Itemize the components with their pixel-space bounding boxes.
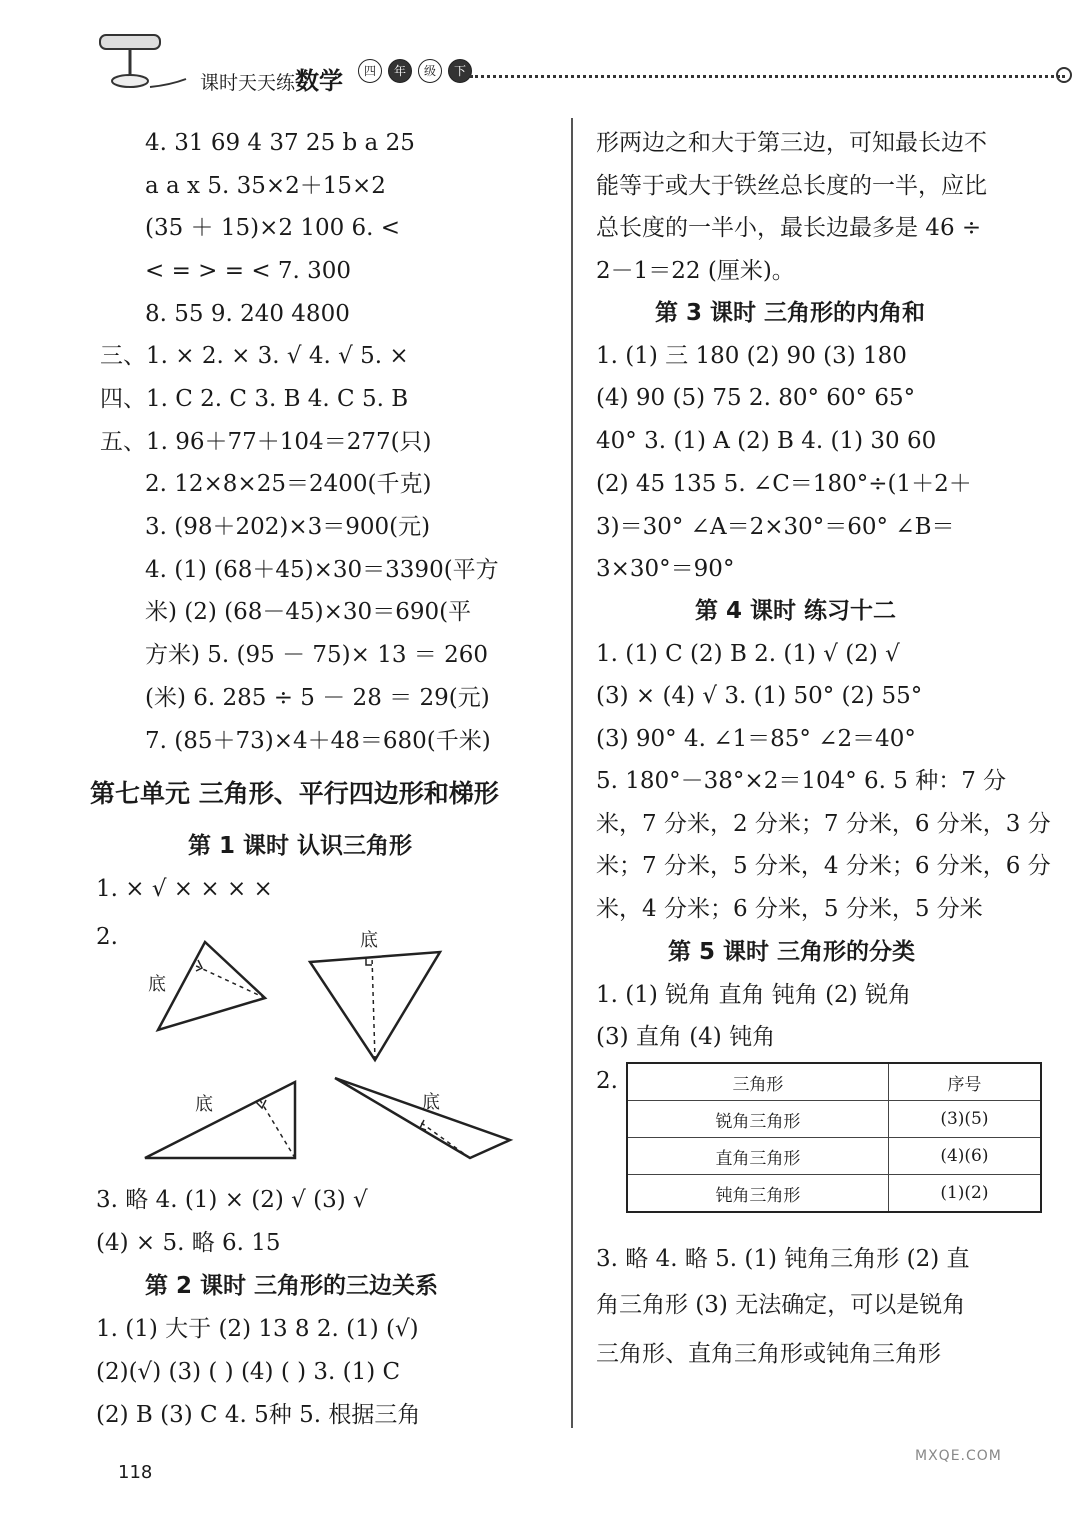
answer-line: 米；7 分米，5 分米，4 分米；6 分米，6 分 xyxy=(596,853,1051,879)
table-row xyxy=(627,1138,1041,1175)
answer-line: (4) × 5. 略 6. 15 xyxy=(96,1230,281,1256)
triangle-classification-table xyxy=(626,1062,1042,1213)
lesson-title: 第 1 课时 认识三角形 xyxy=(188,833,413,859)
table-cell: 钝角三角形 xyxy=(627,1175,888,1213)
answer-line: (米) 6. 285 ÷ 5 － 28 ＝ 29(元) xyxy=(145,685,490,711)
table-header: 序号 xyxy=(888,1063,1041,1101)
answer-line: (2)(√) (3) ( ) (4) ( ) 3. (1) C xyxy=(96,1359,401,1385)
answer-line: 方米) 5. (95 － 75)× 13 ＝ 260 xyxy=(145,642,489,668)
answer-line: 1. (1) 三 180 (2) 90 (3) 180 xyxy=(596,343,907,369)
answer-line: (4) 90 (5) 75 2. 80° 60° 65° xyxy=(596,385,916,411)
answer-line: 形两边之和大于第三边，可知最长边不 xyxy=(596,130,987,156)
answer-line: 7. (85＋73)×4＋48＝680(千米) xyxy=(145,728,491,754)
answer-line: a a x 5. 35×2＋15×2 xyxy=(145,173,386,199)
table-row xyxy=(627,1175,1041,1213)
answer-line: 3. (98＋202)×3＝900(元) xyxy=(145,514,431,540)
watermark: MXQE.COM xyxy=(915,1448,1002,1464)
table-cell: 直角三角形 xyxy=(627,1138,888,1175)
lesson-title: 第 4 课时 练习十二 xyxy=(695,598,897,624)
answer-line: 2－1＝22 (厘米)。 xyxy=(596,258,795,284)
lesson-title: 第 5 课时 三角形的分类 xyxy=(668,939,916,965)
answer-line: 40° 3. (1) A (2) B 4. (1) 30 60 xyxy=(596,428,937,454)
header-end-circle xyxy=(1056,67,1072,83)
table-header-row xyxy=(627,1063,1041,1101)
page-header xyxy=(90,25,1070,105)
base-label: 底 xyxy=(360,930,378,951)
answer-line: 8. 55 9. 240 4800 xyxy=(145,301,350,327)
answer-line: 总长度的一半小，最长边最多是 46 ÷ xyxy=(596,215,982,241)
badge: 级 xyxy=(418,59,442,83)
header-dotted-rule xyxy=(470,75,1065,78)
answer-line: 三角形、直角三角形或钝角三角形 xyxy=(596,1341,941,1367)
answer-line: (2) B (3) C 4. 5种 5. 根据三角 xyxy=(96,1402,421,1428)
answer-line: 能等于或大于铁丝总长度的一半，应比 xyxy=(596,173,987,199)
answer-line: (3) × (4) √ 3. (1) 50° (2) 55° xyxy=(596,683,923,709)
answer-line: 米) (2) (68－45)×30＝690(平 xyxy=(145,599,472,625)
answer-line: (3) 90° 4. ∠1＝85° ∠2＝40° xyxy=(596,726,916,752)
base-label: 底 xyxy=(195,1094,213,1115)
table-cell: (4)(6) xyxy=(888,1138,1041,1175)
answer-line: 1. (1) 锐角 直角 钝角 (2) 锐角 xyxy=(596,982,911,1008)
lamp-logo-icon xyxy=(90,25,190,95)
table-cell: 锐角三角形 xyxy=(627,1101,888,1138)
badge: 四 xyxy=(358,59,382,83)
lesson-title: 第 3 课时 三角形的内角和 xyxy=(655,300,926,326)
answer-line: 5. 180°－38°×2＝104° 6. 5 种：7 分 xyxy=(596,768,1007,794)
answer-line: (3) 直角 (4) 钝角 xyxy=(596,1024,776,1050)
table-cell: (3)(5) xyxy=(888,1101,1041,1138)
answer-line: 五、1. 96＋77＋104＝277(只) xyxy=(100,429,432,455)
answer-line: 2. 12×8×25＝2400(千克) xyxy=(145,471,432,497)
triangle-figures xyxy=(120,930,560,1170)
answer-line: 3×30°＝90° xyxy=(596,556,735,582)
series-title: 课时天天练数学 xyxy=(200,67,344,95)
answer-line: 1. × √ × × × × xyxy=(96,876,273,902)
question-label: 2. xyxy=(96,924,118,950)
answer-line: 米，7 分米，2 分米；7 分米，6 分米，3 分 xyxy=(596,811,1051,837)
answer-line: 3)＝30° ∠A＝2×30°＝60° ∠B＝ xyxy=(596,514,955,540)
answer-line: 3. 略 4. (1) × (2) √ (3) √ xyxy=(96,1187,368,1213)
question-label: 2. xyxy=(596,1068,618,1094)
answer-line: (35 ＋ 15)×2 100 6. < xyxy=(145,215,401,241)
lesson-title: 第 2 课时 三角形的三边关系 xyxy=(145,1273,439,1299)
answer-line: 1. (1) 大于 (2) 13 8 2. (1) (√) xyxy=(96,1316,419,1342)
answer-line: 1. (1) C (2) B 2. (1) √ (2) √ xyxy=(596,641,900,667)
badge: 下 xyxy=(448,59,472,83)
base-label: 底 xyxy=(148,974,166,995)
answer-line: 4. 31 69 4 37 25 b a 25 xyxy=(145,130,415,156)
table-row xyxy=(627,1101,1041,1138)
answer-line: (2) 45 135 5. ∠C＝180°÷(1＋2＋ xyxy=(596,471,972,497)
table-header: 三角形 xyxy=(627,1063,888,1101)
answer-line: 四、1. C 2. C 3. B 4. C 5. B xyxy=(100,386,409,412)
badge: 年 xyxy=(388,59,412,83)
base-label: 底 xyxy=(422,1092,440,1113)
column-divider xyxy=(571,118,573,1428)
answer-line: 米，4 分米；6 分米，5 分米，5 分米 xyxy=(596,896,983,922)
answer-line: 角三角形 (3) 无法确定，可以是锐角 xyxy=(596,1292,966,1318)
table-cell: (1)(2) xyxy=(888,1175,1041,1213)
page-number: 118 xyxy=(118,1462,153,1483)
unit-title: 第七单元 三角形、平行四边形和梯形 xyxy=(90,779,499,808)
answer-line: 三、1. × 2. × 3. √ 4. √ 5. × xyxy=(100,343,409,369)
answer-line: < = > = < 7. 300 xyxy=(145,258,352,284)
grade-badges xyxy=(358,59,472,83)
answer-line: 3. 略 4. 略 5. (1) 钝角三角形 (2) 直 xyxy=(596,1246,970,1272)
answer-line: 4. (1) (68＋45)×30＝3390(平方 xyxy=(145,557,499,583)
